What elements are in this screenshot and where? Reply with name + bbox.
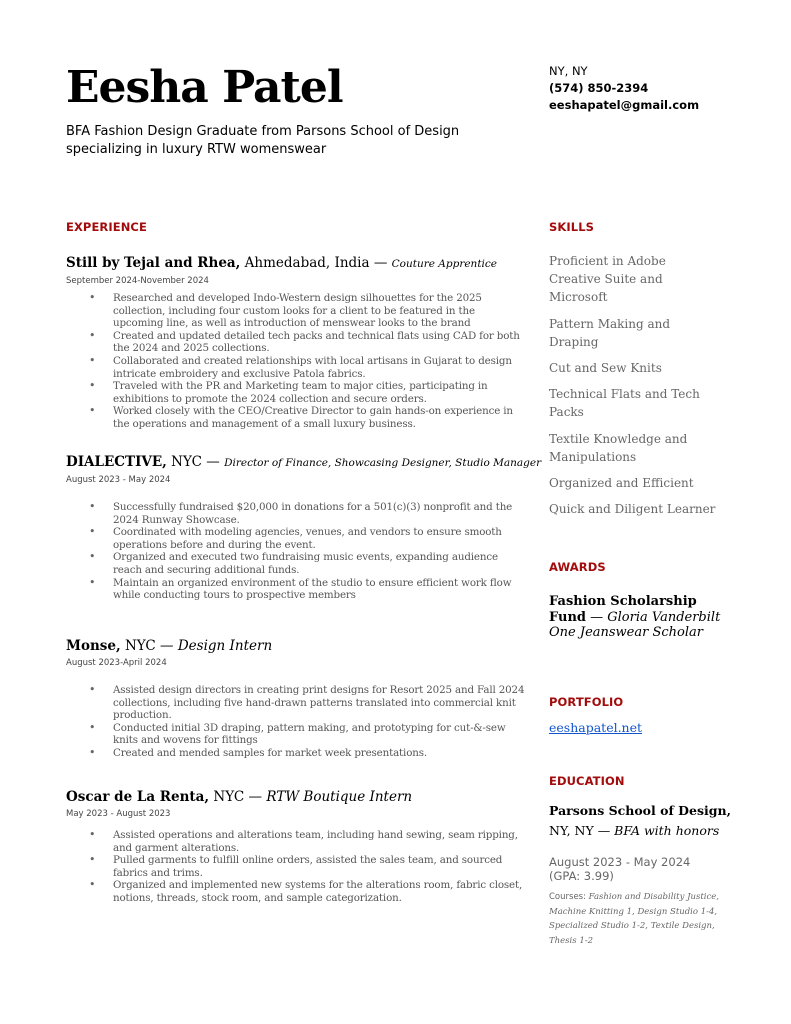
job-dates: August 2023-April 2024 [66, 658, 167, 668]
job-location: NYC — [209, 789, 267, 805]
job-bullet: • Created and updated detailed tech packs and technical flats using CAD for both the 2024 and 2025 collections. [66, 330, 526, 355]
job-location: NYC — [120, 638, 178, 654]
courses-label: Courses: [549, 892, 589, 902]
job-bullet: • Traveled with the PR and Marketing team to major cities, participating in exhibitions to promote the 2024 collection and secure orders. [66, 380, 526, 405]
skill-item: Textile Knowledge and Manipulations [549, 431, 688, 464]
courses [549, 890, 729, 948]
job-title [66, 636, 526, 656]
job-entry [66, 253, 526, 431]
skill-item: Quick and Diligent Learner [549, 502, 716, 517]
job-role: Design Intern [177, 638, 273, 654]
job-bullets [66, 829, 526, 905]
job-bullets [66, 684, 526, 760]
job-bullet: • Created and mended samples for market week presentations. [66, 747, 526, 760]
job-location: Ahmedabad, India — [240, 255, 392, 271]
phone-number: (574) 850-2394 [549, 80, 649, 95]
job-dates: May 2023 - August 2023 [66, 809, 171, 819]
experience-heading: EXPERIENCE [66, 220, 147, 234]
courses-list: Fashion and Disability Justice, Machine Knitting 1, Design Studio 1-4, Specialized Studio 1-2, Textile Design, Thesis 1-2 [549, 892, 719, 946]
job-entry [66, 452, 542, 602]
job-role: Director of Finance, Showcasing Designer, Studio Manager [224, 457, 542, 469]
skills-list [549, 252, 719, 526]
education-dates [549, 855, 690, 883]
candidate-name: Eesha Patel [66, 62, 343, 113]
job-entry [66, 636, 526, 760]
job-location: NYC — [166, 454, 225, 470]
email-address: eeshapatel@gmail.com [549, 97, 700, 112]
job-bullet: • Pulled garments to fulfill online orders, assisted the sales team, and sourced fabrics and trims. [66, 854, 526, 879]
job-title [66, 253, 526, 274]
education-school [549, 801, 739, 840]
job-bullet: • Successfully fundraised $20,000 in donations for a 501(c)(3) nonprofit and the 2024 Runway Showcase. [66, 501, 526, 526]
job-role: Couture Apprentice [391, 258, 497, 270]
location: NY, NY [549, 64, 588, 78]
job-bullet: • Researched and developed Indo-Western design silhouettes for the 2025 collection, including four custom looks for a client to be featured in the upcoming line, as well as introduction of menswear looks to the brand [66, 292, 526, 330]
degree: BFA with honors [614, 822, 720, 838]
job-title [66, 452, 542, 473]
skill-item: Technical Flats and Tech Packs [549, 387, 700, 420]
job-bullet: • Collaborated and created relationships with local artisans in Gujarat to design intricate embroidery and exclusive Patola fabrics. [66, 355, 526, 380]
skill-item: Proficient in Adobe Creative Suite and Microsoft [549, 254, 666, 305]
tagline: BFA Fashion Design Graduate from Parsons School of Design specializing in luxury RTW womenswear [66, 124, 460, 157]
job-company: DIALECTIVE, [66, 454, 167, 470]
job-bullet: • Assisted design directors in creating print designs for Resort 2025 and Fall 2024 collections, including five hand-drawn patterns translated into commercial knit production. [66, 684, 526, 722]
job-bullet: • Organized and executed two fundraising music events, expanding audience reach and securing additional funds. [66, 551, 526, 576]
job-entry [66, 787, 526, 905]
job-bullet: • Conducted initial 3D draping, pattern making, and prototyping for cut-&-sew knits and wovens for fittings [66, 722, 526, 747]
education-date-range: August 2023 - May 2024 [549, 855, 691, 869]
education-gpa: (GPA: 3.99) [549, 869, 614, 883]
job-bullet: • Maintain an organized environment of the studio to ensure efficient work flow while conducting tours to prospective members [66, 577, 526, 602]
portfolio-link[interactable]: eeshapatel.net [549, 720, 643, 735]
job-company: Oscar de La Renta, [66, 789, 210, 805]
award-title: Fashion Scholarship Fund [549, 594, 697, 625]
job-title [66, 787, 526, 807]
job-company: Still by Tejal and Rhea, [66, 255, 241, 271]
job-bullet: • Assisted operations and alterations team, including hand sewing, seam ripping, and garment alterations. [66, 829, 526, 854]
award-dash: — [586, 609, 608, 625]
skills-heading: SKILLS [549, 220, 595, 234]
job-dates: August 2023 - May 2024 [66, 475, 171, 485]
skill-item: Cut and Sew Knits [549, 361, 662, 376]
portfolio-heading: PORTFOLIO [549, 695, 624, 709]
job-role: RTW Boutique Intern [266, 789, 413, 805]
awards-heading: AWARDS [549, 560, 606, 574]
school-location: NY, NY — [549, 822, 615, 838]
award-entry [549, 594, 724, 641]
school-name: Parsons School of Design, [549, 803, 731, 818]
job-bullet: • Worked closely with the CEO/Creative Director to gain hands-on experience in the operations and management of a small luxury business. [66, 405, 526, 430]
job-bullet: • Organized and implemented new systems for the alterations room, fabric closet, notions, threads, stock room, and sample categorization. [66, 879, 526, 904]
job-bullets [66, 501, 526, 602]
job-bullets [66, 292, 526, 431]
job-bullet: • Coordinated with modeling agencies, venues, and vendors to ensure smooth operations before and during the event. [66, 526, 526, 551]
job-dates: September 2024-November 2024 [66, 276, 209, 286]
skill-item: Pattern Making and Draping [549, 316, 671, 349]
skill-item: Organized and Efficient [549, 476, 694, 491]
award-detail: Gloria Vanderbilt One Jeanswear Scholar [549, 609, 721, 641]
contact-block [549, 63, 699, 113]
education-heading: EDUCATION [549, 774, 625, 788]
job-company: Monse, [66, 638, 121, 654]
